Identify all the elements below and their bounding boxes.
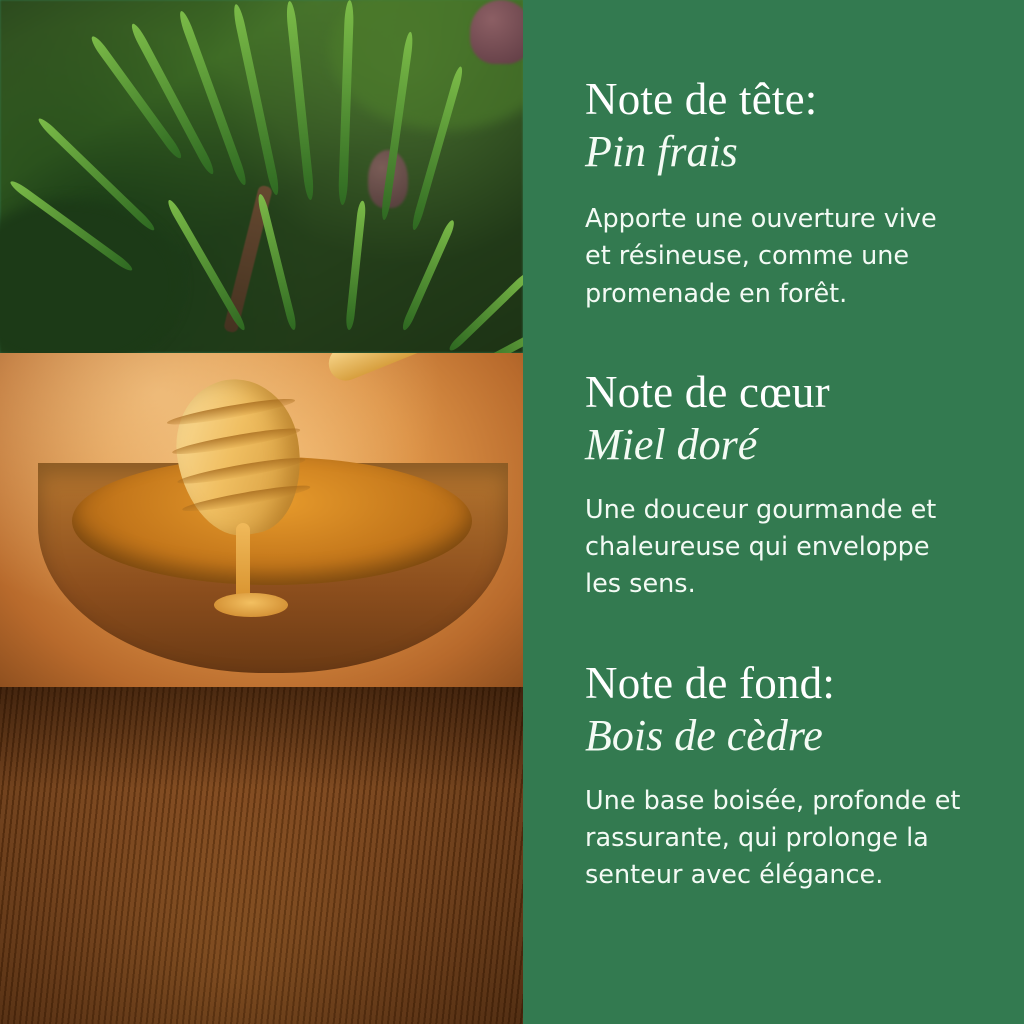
honey-photo — [0, 353, 523, 687]
pine-photo — [0, 0, 523, 353]
note-heart-subtitle: Miel doré — [585, 420, 758, 470]
note-block-base — [585, 658, 966, 895]
cedar-vignette — [0, 687, 523, 1024]
honey-drip-pool — [214, 593, 288, 617]
notes-column — [523, 0, 1024, 1024]
pine-cone-icon — [470, 0, 523, 64]
cedar-photo — [0, 687, 523, 1024]
dipper-ridge — [171, 424, 301, 458]
note-top-subtitle: Pin frais — [585, 127, 738, 177]
note-heart-title: Note de cœur — [585, 366, 830, 417]
note-base-title: Note de fond: — [585, 657, 836, 708]
note-base-description: Une base boisée, profonde et rassurante, qui prolonge la senteur avec élégance. — [585, 785, 961, 891]
note-heart-description: Une douceur gourmande et chaleureuse qui enveloppe les sens. — [585, 495, 937, 600]
dipper-ridge — [176, 454, 306, 488]
note-block-heart — [585, 367, 966, 604]
note-block-top — [585, 74, 966, 313]
note-base-subtitle: Bois de cèdre — [585, 711, 823, 761]
note-top-title: Note de tête: — [585, 74, 818, 124]
note-top-description: Apporte une ouverture vive et résineuse, comme une promenade en forêt. — [585, 204, 937, 309]
